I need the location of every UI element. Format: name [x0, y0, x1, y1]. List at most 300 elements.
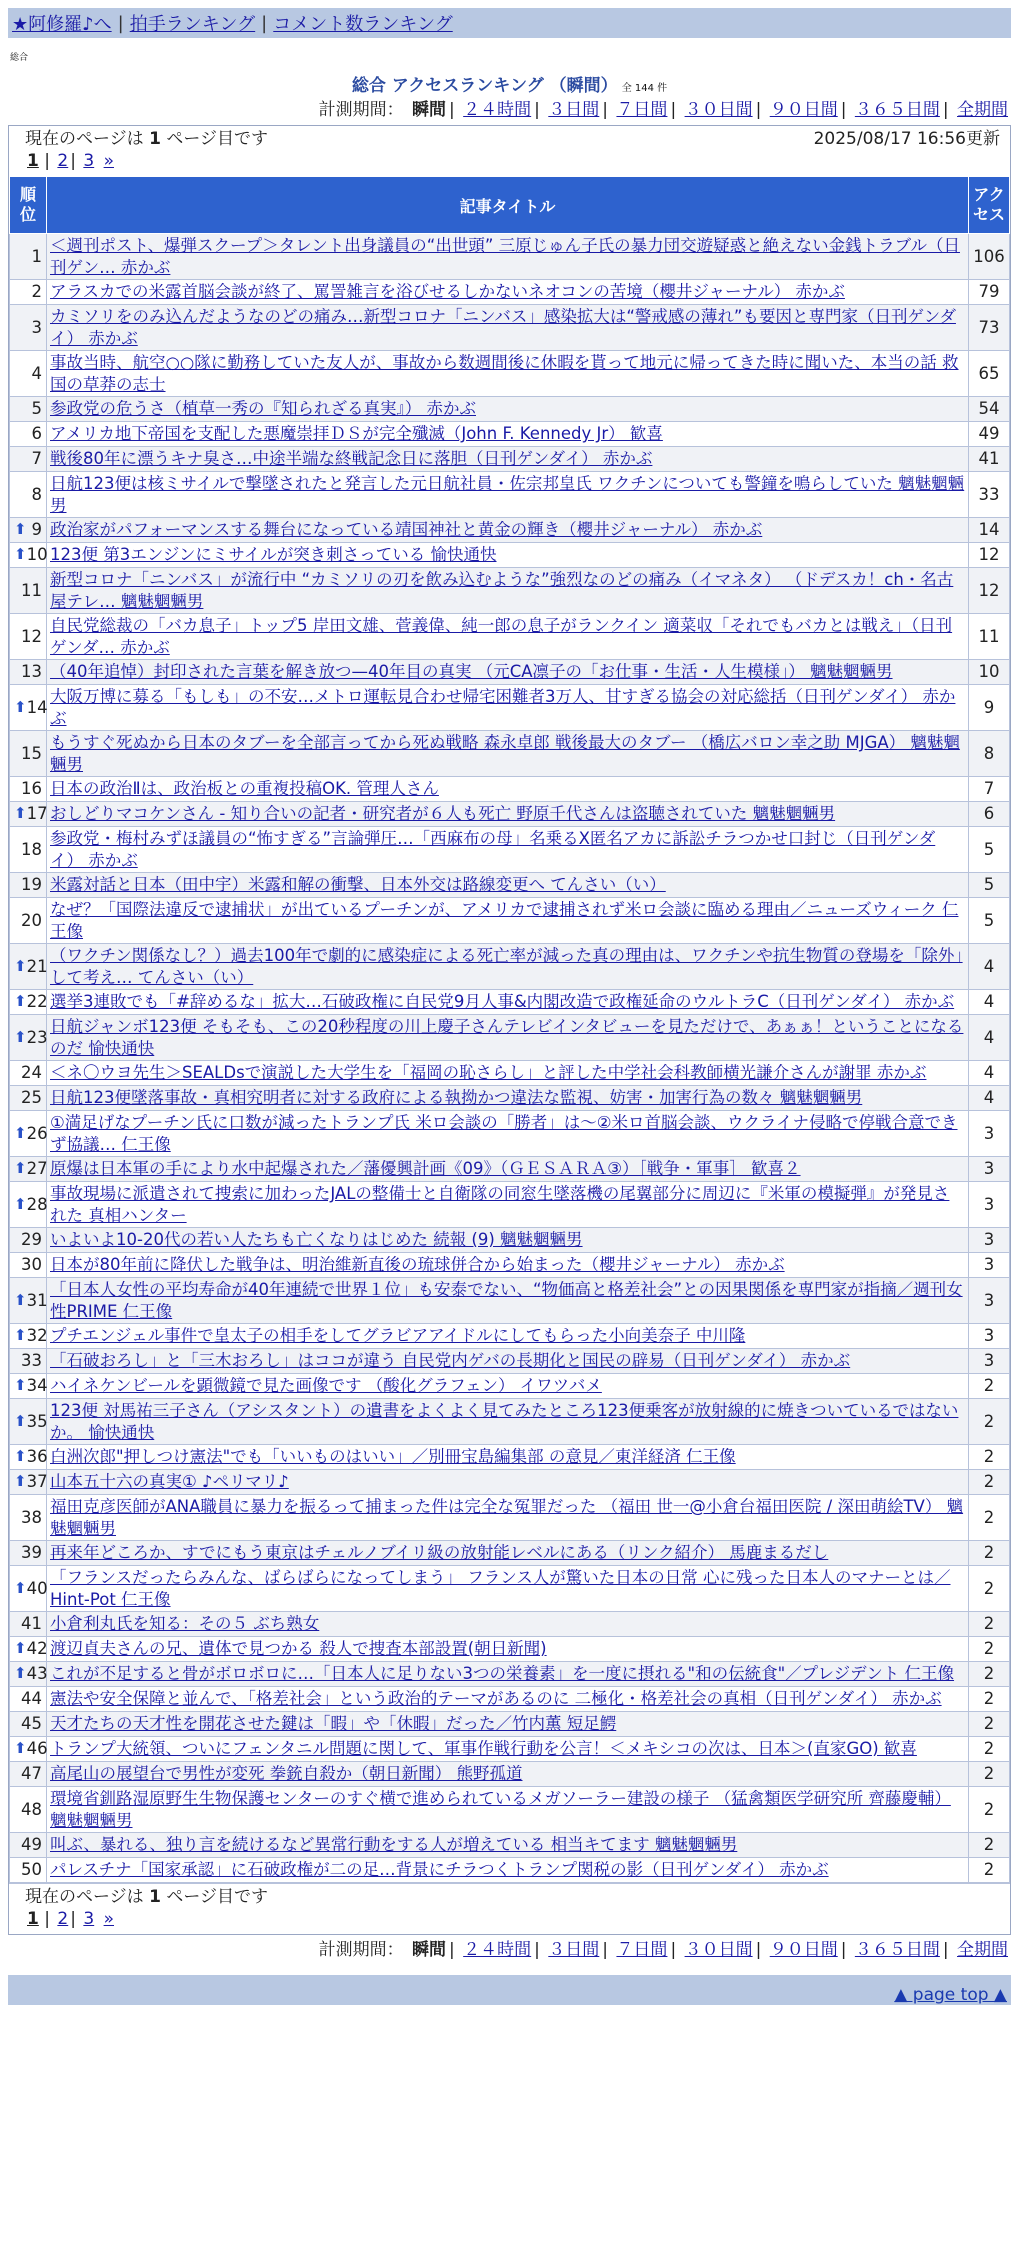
access-count: 2: [969, 1612, 1010, 1637]
title-cell: [47, 1470, 969, 1495]
article-link[interactable]: 再来年どころか、すでにもう東京はチェルノブイリ級の放射能レベルにある（リンク紹介） 馬鹿まるだし: [50, 1543, 829, 1563]
access-count: 49: [969, 422, 1010, 447]
period-all[interactable]: 全期間: [957, 100, 1008, 120]
article-link[interactable]: ハイネケンビールを顕微鏡で見た画像です （酸化グラフェン） イワツバメ: [50, 1376, 602, 1396]
period-30d[interactable]: ３０日間: [684, 1940, 753, 1960]
rank-cell: [10, 990, 47, 1015]
article-link[interactable]: 日本が80年前に降伏した戦争は、明治維新直後の琉球併合から始まった（櫻井ジャーナル） 赤かぶ: [50, 1255, 785, 1275]
rank-cell: [10, 1278, 47, 1324]
table-row: [10, 1787, 1010, 1833]
access-count: 2: [969, 1495, 1010, 1541]
article-link[interactable]: アラスカでの米露首脳会談が終了、罵詈雑言を浴びせるしかないネオコンの苦境（櫻井ジャーナル） 赤かぶ: [50, 282, 845, 302]
access-count: 2: [969, 1470, 1010, 1495]
rank-number: 22: [26, 992, 48, 1012]
table-row: [10, 1061, 1010, 1086]
rank-cell: [10, 1349, 47, 1374]
table-row: [10, 1737, 1010, 1762]
table-row: [10, 1445, 1010, 1470]
table-row: [10, 1612, 1010, 1637]
rank-cell: [10, 731, 47, 777]
access-count: 12: [969, 543, 1010, 568]
article-link[interactable]: 白洲次郎"押しつけ憲法"でも「いいものはいい」／別冊宝島編集部 の意見／東洋経済 仁王像: [50, 1447, 736, 1467]
rank-up-arrow-icon: ⬆: [14, 1194, 27, 1213]
table-row: [10, 280, 1010, 305]
article-link[interactable]: なぜ？「国際法違反で逮捕状」が出ているプーチンが、アメリカで逮捕されず米ロ会談に臨める理由／ニューズウィーク 仁王像: [50, 900, 959, 941]
title-cell: [47, 1278, 969, 1324]
table-row: [10, 1687, 1010, 1712]
rank-number: 20: [21, 910, 42, 930]
access-count: 14: [969, 518, 1010, 543]
rank-cell: [10, 1182, 47, 1228]
title-cell: [47, 1086, 969, 1111]
access-count: 6: [969, 802, 1010, 827]
table-row: [10, 1399, 1010, 1445]
period-selector-top: 計測期間： 瞬間 | ２４時間 | ３日間 | ７日間 | ３０日間 | ９０日間 | ３６５日間 | 全期間: [318, 100, 1008, 120]
page-link-3[interactable]: 3: [83, 1909, 95, 1929]
article-link[interactable]: おしどりマコケンさん - 知り合いの記者・研究者が６人も死亡 野原千代さんは盗聴されていた 魑魅魍魎男: [50, 804, 836, 824]
table-row: [10, 1712, 1010, 1737]
title-cell: [47, 1228, 969, 1253]
access-count: 2: [969, 1637, 1010, 1662]
title-cell: [47, 1762, 969, 1787]
title-cell: [47, 280, 969, 305]
rank-number: 27: [26, 1159, 48, 1179]
rank-cell: [10, 1566, 47, 1612]
access-count: 2: [969, 1541, 1010, 1566]
rank-cell: [10, 1833, 47, 1858]
rank-cell: [10, 944, 47, 990]
title-cell: [47, 568, 969, 614]
table-row: [10, 660, 1010, 685]
rank-cell: [10, 305, 47, 351]
table-row: [10, 685, 1010, 731]
access-count: 2: [969, 1687, 1010, 1712]
article-link[interactable]: 参政党・梅村みずほ議員の“怖すぎる”言論弾圧…「西麻布の母」名乗るX匿名アカに訴訟チラつかせ口封じ（日刊ゲンダイ） 赤かぶ: [50, 829, 936, 870]
ranking-table: [9, 176, 1010, 1883]
rank-cell: [10, 1086, 47, 1111]
rank-number: 43: [26, 1664, 48, 1684]
article-link[interactable]: 123便 第3エンジンにミサイルが突き刺さっている 愉快通快: [50, 545, 497, 565]
rank-cell: [10, 1858, 47, 1883]
period-7d[interactable]: ７日間: [616, 1940, 668, 1960]
table-row: [10, 1637, 1010, 1662]
page-top-link[interactable]: ▲ page top ▲: [894, 1985, 1007, 2005]
period-90d[interactable]: ９０日間: [769, 100, 838, 120]
rank-cell: [10, 1228, 47, 1253]
access-count: 79: [969, 280, 1010, 305]
rank-cell: [10, 234, 47, 280]
article-link[interactable]: もうすぐ死ぬから日本のタブーを全部言ってから死ぬ戦略 森永卓郎 戦後最大のタブー （橋広バロン幸之助 MJGA） 魑魅魍魎男: [50, 733, 960, 774]
rank-number: 35: [26, 1411, 48, 1431]
period-365d[interactable]: ３６５日間: [854, 1940, 940, 1960]
article-link[interactable]: 福田克彦医師がANA職員に暴力を振るって捕まった件は完全な冤罪だった （福田 世一@小倉台福田医院 / 深田萌絵TV） 魑魅魍魎男: [50, 1497, 964, 1538]
article-link[interactable]: 政治家がパフォーマンスする舞台になっている靖国神社と黄金の輝き（櫻井ジャーナル） 赤かぶ: [50, 520, 763, 540]
rank-number: 42: [26, 1639, 48, 1659]
table-row: [10, 1278, 1010, 1324]
rank-number: 31: [26, 1290, 48, 1310]
table-row: [10, 1470, 1010, 1495]
footer-bar: [8, 1975, 1011, 2005]
rank-up-arrow-icon: ⬆: [14, 1447, 27, 1466]
article-link[interactable]: 123便 対馬祐三子さん（アシスタント）の遺書をよくよく見てみたところ123便乗客が放射線的に焼きついているではないか。 愉快通快: [50, 1401, 959, 1442]
table-row: [10, 1349, 1010, 1374]
rank-up-arrow-icon: ⬆: [14, 1411, 27, 1430]
rank-number: 2: [31, 282, 42, 302]
page-current: 1: [27, 151, 39, 171]
period-30d[interactable]: ３０日間: [684, 100, 753, 120]
access-count: 2: [969, 1858, 1010, 1883]
page-info-prefix: 現在のページは: [25, 129, 144, 149]
title-cell: [47, 1495, 969, 1541]
rank-up-arrow-icon: ⬆: [14, 697, 27, 716]
access-count: 4: [969, 1086, 1010, 1111]
title-cell: [47, 1612, 969, 1637]
rank-number: 47: [21, 1764, 42, 1784]
title-cell: [47, 397, 969, 422]
article-link[interactable]: 米露対話と日本（田中宇）米露和解の衝撃、日本外交は路線変更へ てんさい（い）: [50, 875, 666, 895]
title-cell: [47, 660, 969, 685]
title-cell: [47, 351, 969, 397]
rank-up-arrow-icon: ⬆: [14, 1739, 27, 1758]
article-link[interactable]: 事故当時、航空○○隊に勤務していた友人が、事故から数週間後に休暇を貰って地元に帰ってきた時に聞いた、本当の話 救国の草莽の志士: [50, 353, 959, 394]
table-row: [10, 873, 1010, 898]
rank-cell: [10, 568, 47, 614]
article-link[interactable]: ＜週刊ポスト、爆弾スクープ＞タレント出身議員の“出世頭” 三原じゅん子氏の暴力団交遊疑惑と絶えない金銭トラブル（日刊ゲン… 赤かぶ: [50, 236, 960, 277]
page-title: [8, 71, 1011, 96]
rank-number: 14: [26, 697, 48, 717]
period-label: 計測期間：: [318, 100, 404, 120]
table-row: [10, 731, 1010, 777]
period-24h[interactable]: ２４時間: [463, 1940, 532, 1960]
access-count: 2: [969, 1712, 1010, 1737]
page-info-prefix: 現在のページは: [25, 1887, 144, 1907]
rank-cell: [10, 1157, 47, 1182]
period-all[interactable]: 全期間: [957, 1940, 1008, 1960]
title-cell: [47, 1541, 969, 1566]
article-link[interactable]: 渡辺貞夫さんの兄、遺体で見つかる 殺人で捜査本部設置(朝日新聞): [50, 1639, 547, 1659]
title-cell: [47, 1687, 969, 1712]
table-row: [10, 1374, 1010, 1399]
article-link[interactable]: 「石破おろし」と「三木おろし」はココが違う 自民党内ゲバの長期化と国民の辟易（日刊ゲンダイ） 赤かぶ: [50, 1351, 851, 1371]
rank-number: 46: [26, 1739, 48, 1759]
access-count: 4: [969, 990, 1010, 1015]
article-link[interactable]: 日航ジャンボ123便 そもそも、この20秒程度の川上慶子さんテレビインタビューを見ただけで、あぁぁ！ということになるのだ 愉快通快: [50, 1017, 964, 1058]
article-link[interactable]: 大阪万博に募る「もしも」の不安…メトロ運転見合わせ帰宅困難者3万人、甘すぎる協会の対応総括（日刊ゲンダイ） 赤かぶ: [50, 687, 956, 728]
title-cell: [47, 447, 969, 472]
rank-cell: [10, 1712, 47, 1737]
rank-number: 7: [31, 449, 42, 469]
rank-number: 21: [26, 956, 48, 976]
page-current: 1: [27, 1909, 39, 1929]
title-cell: [47, 305, 969, 351]
rank-cell: [10, 1495, 47, 1541]
rank-cell: [10, 1061, 47, 1086]
page-link-2[interactable]: 2: [57, 1909, 69, 1929]
article-link[interactable]: ＜ネ〇ウヨ先生＞SEALDsで演説した大学生を「福岡の恥さらし」と評した中学社会科教師横光謙介さんが謝罪 赤かぶ: [50, 1063, 927, 1083]
title-cell: [47, 472, 969, 518]
article-link[interactable]: 新型コロナ「ニンバス」が流行中 “カミソリの刃を飲み込むような”強烈なのどの痛み（イマネタ） （ドデスカ！ch・名古屋テレ… 魑魅魍魎男: [50, 570, 954, 611]
period-90d[interactable]: ９０日間: [769, 1940, 838, 1960]
nav-link-asyura[interactable]: ★阿修羅♪へ: [12, 14, 112, 35]
article-link[interactable]: 高尾山の展望台で男性が変死 拳銃自殺か（朝日新聞） 熊野孤道: [50, 1764, 523, 1784]
page-link-3[interactable]: 3: [83, 151, 95, 171]
table-row: [10, 1015, 1010, 1061]
rank-number: 11: [21, 580, 42, 600]
column-rank-label: 順位: [19, 185, 36, 224]
table-header-row: [10, 177, 1010, 234]
page-info: [9, 126, 1010, 150]
table-row: [10, 518, 1010, 543]
article-link[interactable]: これが不足すると骨がボロボロに…「日本人に足りない3つの栄養素」を一度に摂れる"和の伝統食"／プレジデント 仁王像: [50, 1664, 955, 1684]
access-count: 2: [969, 1566, 1010, 1612]
rank-up-arrow-icon: ⬆: [14, 1376, 27, 1395]
article-link[interactable]: ①満足げなプーチン氏に口数が減ったトランプ氏 米ロ会談の「勝者」は～②米ロ首脳会談、ウクライナ侵略で停戦合意できず協議… 仁王像: [50, 1113, 958, 1154]
page-info-text-bottom: [25, 1886, 268, 1908]
rank-number: 44: [21, 1689, 42, 1709]
nav-separator: |: [261, 12, 268, 34]
access-count: 73: [969, 305, 1010, 351]
rank-cell: [10, 685, 47, 731]
ranking-heading: 総合 アクセスランキング （瞬間）: [351, 76, 618, 96]
article-link[interactable]: 「日本人女性の平均寿命が40年連続で世界１位」も安泰でない、“物価高と格差社会”との因果関係を専門家が指摘／週刊女性PRIME 仁王像: [50, 1280, 963, 1321]
title-cell: [47, 731, 969, 777]
access-count: 65: [969, 351, 1010, 397]
rank-up-arrow-icon: ⬆: [14, 1578, 27, 1597]
category-label: 総合: [10, 53, 29, 63]
article-link[interactable]: 天才たちの天才性を開花させた鍵は「暇」や「休暇」だった／竹内薫 短足鰐: [50, 1714, 617, 1734]
access-count: 3: [969, 1182, 1010, 1228]
rank-number: 28: [26, 1194, 48, 1214]
rank-cell: [10, 422, 47, 447]
table-row: [10, 1566, 1010, 1612]
period-label: 計測期間：: [318, 1940, 404, 1960]
updated-timestamp: 2025/08/17 16:56更新: [813, 129, 1000, 149]
article-link[interactable]: いよいよ10-20代の若い人たちも亡くなりはじめた 続報 (9) 魑魅魍魎男: [50, 1230, 583, 1250]
article-link[interactable]: 自民党総裁の「バカ息子」トップ5 岸田文雄、菅義偉、純一郎の息子がランクイン 適菜収「それでもバカとは戦え」（日刊ゲンダ… 赤かぶ: [50, 616, 953, 657]
table-row: [10, 1858, 1010, 1883]
table-row: [10, 614, 1010, 660]
rank-cell: [10, 518, 47, 543]
article-link[interactable]: 小倉利丸氏を知る：その５ ぶち熟女: [50, 1614, 320, 1634]
page-info-text: [25, 128, 268, 150]
table-row: [10, 1762, 1010, 1787]
rank-number: 16: [21, 779, 42, 799]
title-cell: [47, 1445, 969, 1470]
title-cell: [47, 990, 969, 1015]
access-count: 3: [969, 1228, 1010, 1253]
period-current: 瞬間: [412, 100, 447, 120]
title-cell: [47, 1712, 969, 1737]
access-count: 3: [969, 1111, 1010, 1157]
access-count: 54: [969, 397, 1010, 422]
article-link[interactable]: 原爆は日本軍の手により水中起爆された／藩優興計画《09》（ＧＥＳＡＲＡ③）［戦争・軍事］ 歓喜２: [50, 1159, 801, 1179]
title-cell: [47, 944, 969, 990]
title-cell: [47, 422, 969, 447]
table-row: [10, 1253, 1010, 1278]
page-link-2[interactable]: 2: [57, 151, 69, 171]
rank-number: 12: [21, 626, 42, 646]
title-cell: [47, 777, 969, 802]
access-count: 4: [969, 944, 1010, 990]
table-row: [10, 447, 1010, 472]
access-count: 9: [969, 685, 1010, 731]
rank-up-arrow-icon: ⬆: [14, 1290, 27, 1309]
rank-number: 40: [26, 1578, 48, 1598]
table-row: [10, 1541, 1010, 1566]
rank-cell: [10, 1374, 47, 1399]
table-row: [10, 1111, 1010, 1157]
article-link[interactable]: 事故現場に派遣されて捜索に加わったJALの整備士と自衛隊の同窓生墜落機の尾翼部分に周辺に『米軍の模擬弾』が発見された 真相ハンター: [50, 1184, 950, 1225]
article-link[interactable]: 憲法や安全保障と並んで、「格差社会」という政治的テーマがあるのに 二極化・格差社会の真相（日刊ゲンダイ） 赤かぶ: [50, 1689, 942, 1709]
rank-cell: [10, 1541, 47, 1566]
access-count: 3: [969, 1349, 1010, 1374]
access-count: 2: [969, 1737, 1010, 1762]
column-rank: [10, 177, 47, 234]
rank-number: 15: [21, 743, 42, 763]
title-cell: [47, 1833, 969, 1858]
article-link[interactable]: （ワクチン関係なし？）過去100年で劇的に感染症による死亡率が減った真の理由は、ワクチンや抗生物質の登場を「除外」して考え… てんさい（い）: [50, 946, 963, 987]
rank-up-arrow-icon: ⬆: [14, 1664, 27, 1683]
access-count: 2: [969, 1399, 1010, 1445]
title-cell: [47, 1182, 969, 1228]
article-link[interactable]: トランプ大統領、ついにフェンタニル問題に関して、軍事作戦行動を公言！＜メキシコの次は、日本＞(直家GO) 歓喜: [50, 1739, 917, 1759]
period-24h[interactable]: ２４時間: [463, 100, 532, 120]
rank-cell: [10, 1737, 47, 1762]
access-count: 2: [969, 1833, 1010, 1858]
rank-number: 18: [21, 839, 42, 859]
rank-number: 36: [26, 1447, 48, 1467]
rank-cell: [10, 1687, 47, 1712]
article-link[interactable]: アメリカ地下帝国を支配した悪魔崇拝ＤＳが完全殲滅（John F. Kennedy Jr） 歓喜: [50, 424, 663, 444]
rank-number: 41: [21, 1614, 42, 1634]
rank-cell: [10, 873, 47, 898]
article-link[interactable]: 日航123便は核ミサイルで撃墜されたと発言した元日航社員・佐宗邦皇氏 ワクチンについても警鐘を鳴らしていた 魑魅魍魎男: [50, 474, 965, 515]
top-nav-bar: [8, 8, 1011, 38]
pagination-top: 1 | 2 | 3 »: [27, 151, 114, 171]
page-info-num: 1: [149, 1887, 161, 1907]
article-link[interactable]: 「フランスだったらみんな、ばらばらになってしまう」 フランス人が驚いた日本の日常 心に残った日本人のマナーとは／Hint-Pot 仁王像: [50, 1568, 951, 1609]
period-3d[interactable]: ３日間: [548, 100, 600, 120]
rank-number: 33: [21, 1351, 42, 1371]
column-title: 記事タイトル: [47, 177, 969, 234]
rank-up-arrow-icon: ⬆: [14, 1326, 27, 1345]
title-cell: [47, 1061, 969, 1086]
column-access: [969, 177, 1010, 234]
rank-number: 45: [21, 1714, 42, 1734]
title-cell: [47, 1374, 969, 1399]
access-count: 2: [969, 1445, 1010, 1470]
rank-number: 26: [26, 1123, 48, 1143]
table-row: [10, 351, 1010, 397]
rank-up-arrow-icon: ⬆: [14, 992, 27, 1011]
title-cell: [47, 1662, 969, 1687]
rank-cell: [10, 397, 47, 422]
table-row: [10, 1182, 1010, 1228]
rank-up-arrow-icon: ⬆: [14, 1472, 27, 1491]
table-row: [10, 1324, 1010, 1349]
article-link[interactable]: カミソリをのみ込んだようなのどの痛み…新型コロナ「ニンバス」感染拡大は“警戒感の薄れ”も要因と専門家（日刊ゲンダイ） 赤かぶ: [50, 307, 956, 348]
article-link[interactable]: 叫ぶ、暴れる、独り言を続けるなど異常行動をする人が増えている 相当キてます 魑魅魍魎男: [50, 1835, 738, 1855]
rank-number: 30: [21, 1255, 42, 1275]
title-cell: [47, 614, 969, 660]
total-count: 全 144 件: [621, 83, 668, 94]
column-access-label: アクセス: [972, 185, 1005, 224]
rank-number: 32: [26, 1326, 48, 1346]
period-selector-bottom: 計測期間： 瞬間 | ２４時間 | ３日間 | ７日間 | ３０日間 | ９０日間 | ３６５日間 | 全期間: [318, 1940, 1008, 1960]
access-count: 2: [969, 1662, 1010, 1687]
period-7d[interactable]: ７日間: [616, 100, 668, 120]
rank-number: 24: [21, 1063, 42, 1083]
title-cell: [47, 1349, 969, 1374]
access-count: 41: [969, 447, 1010, 472]
page-info-suffix: ページ目です: [166, 1887, 268, 1907]
access-count: 4: [969, 1015, 1010, 1061]
rank-cell: [10, 898, 47, 944]
article-link[interactable]: 参政党の危うさ（植草一秀の『知られざる真実』） 赤かぶ: [50, 399, 476, 419]
article-link[interactable]: 山本五十六の真実① ♪ペリマリ♪: [50, 1472, 289, 1492]
rank-number: 49: [21, 1835, 42, 1855]
access-count: 33: [969, 472, 1010, 518]
rank-cell: [10, 827, 47, 873]
nav-link-clap-ranking[interactable]: 拍手ランキング: [129, 14, 256, 35]
rank-number: 13: [21, 662, 42, 682]
article-link[interactable]: （40年追悼）封印された言葉を解き放つ—40年目の真実 （元CA凛子の「お仕事・生活・人生模様」） 魑魅魍魎男: [50, 662, 893, 682]
rank-number: 8: [31, 484, 42, 504]
article-link[interactable]: 環境省釧路湿原野生生物保護センターのすぐ横で進められているメガソーラー建設の様子 （猛禽類医学研究所 齊藤慶輔） 魑魅魍魎男: [50, 1789, 951, 1830]
access-count: 2: [969, 1787, 1010, 1833]
rank-cell: [10, 543, 47, 568]
rank-cell: [10, 1324, 47, 1349]
article-link[interactable]: プチエンジェル事件で皇太子の相手をしてグラビアアイドルにしてもらった小向美奈子 中川隆: [50, 1326, 746, 1346]
article-link[interactable]: 戦後80年に漂うキナ臭さ…中途半端な終戦記念日に落胆（日刊ゲンダイ） 赤かぶ: [50, 449, 653, 469]
article-link[interactable]: 日航123便墜落事故・真相究明者に対する政府による執拗かつ違法な監視、妨害・加害行為の数々 魑魅魍魎男: [50, 1088, 863, 1108]
rank-cell: [10, 280, 47, 305]
article-link[interactable]: 日本の政治Ⅱは、政治板との重複投稿OK. 管理人さん: [50, 779, 439, 799]
rank-cell: [10, 447, 47, 472]
table-row: [10, 990, 1010, 1015]
title-cell: [47, 234, 969, 280]
title-cell: [47, 827, 969, 873]
title-cell: [47, 1858, 969, 1883]
page-next[interactable]: »: [103, 1909, 114, 1929]
title-cell: [47, 518, 969, 543]
nav-link-comment-ranking[interactable]: コメント数ランキング: [273, 14, 453, 35]
table-row: [10, 568, 1010, 614]
period-3d[interactable]: ３日間: [548, 1940, 600, 1960]
period-365d[interactable]: ３６５日間: [854, 100, 940, 120]
title-cell: [47, 1111, 969, 1157]
rank-number: 5: [31, 399, 42, 419]
rank-up-arrow-icon: ⬆: [14, 1027, 27, 1046]
title-cell: [47, 1737, 969, 1762]
rank-up-arrow-icon: ⬆: [14, 1123, 27, 1142]
article-link[interactable]: 選挙3連敗でも「#辞めるな」拡大…石破政権に自民党9月人事&内閣改造で政権延命のウルトラC（日刊ゲンダイ） 赤かぶ: [50, 992, 955, 1012]
table-row: [10, 1228, 1010, 1253]
rank-number: 9: [31, 520, 42, 540]
title-cell: [47, 1637, 969, 1662]
article-link[interactable]: パレスチナ「国家承認」に石破政権が二の足…背景にチラつくトランプ関税の影（日刊ゲンダイ） 赤かぶ: [50, 1860, 829, 1880]
rank-up-arrow-icon: ⬆: [14, 520, 27, 539]
page-info-num: 1: [149, 129, 161, 149]
title-cell: [47, 1399, 969, 1445]
page-next[interactable]: »: [103, 151, 114, 171]
rank-up-arrow-icon: ⬆: [14, 804, 27, 823]
access-count: 3: [969, 1253, 1010, 1278]
table-row: [10, 777, 1010, 802]
table-row: [10, 1086, 1010, 1111]
access-count: 11: [969, 614, 1010, 660]
title-cell: [47, 685, 969, 731]
